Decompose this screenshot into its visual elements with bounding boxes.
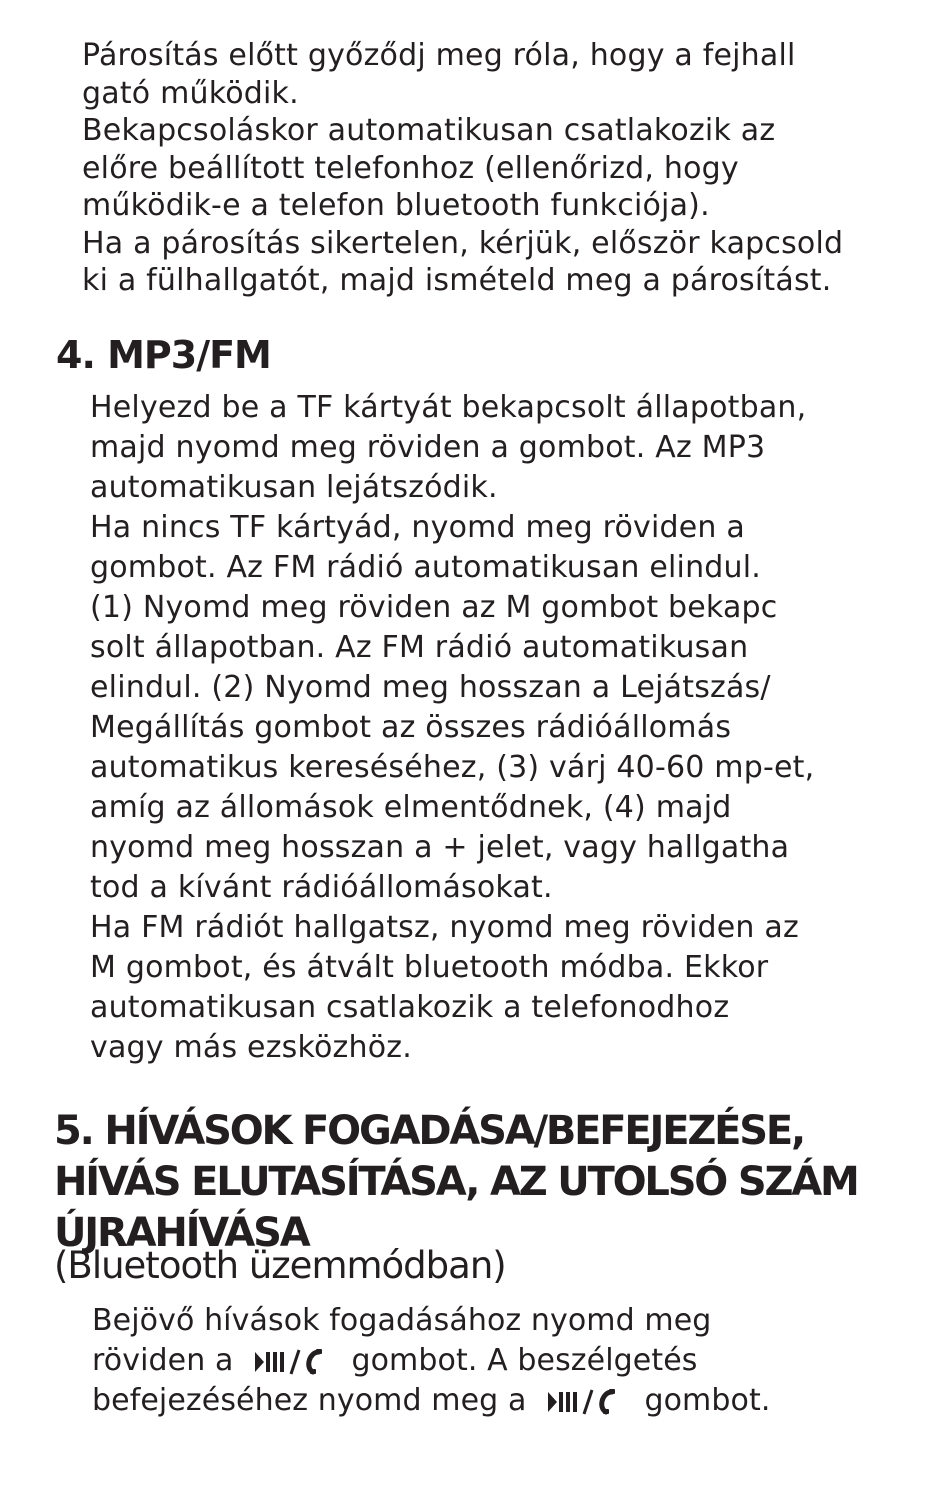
section-5-line-3-end: gombot. <box>644 1383 771 1418</box>
play-pause-call-icon <box>253 1346 333 1378</box>
play-pause-call-icon <box>546 1386 626 1418</box>
section-5-heading: 5. HÍVÁSOK FOGADÁSA/BEFEJEZÉSE, HÍVÁS ELUTASÍTÁSA, AZ UTOLSÓ SZÁM ÚJRAHÍVÁSA <box>54 1108 858 1256</box>
section-5-text <box>92 1301 770 1421</box>
section-4-heading: 4. MP3/FM <box>56 333 271 377</box>
section-4-text: Helyezd be a TF kártyát bekapcsolt állapotban, majd nyomd meg röviden a gombot. Az MP3 automatikusan lejátszódik. Ha nincs TF kártyád, nyomd meg röviden a gombot. Az FM rádió automatikusan elindul. (1) Nyomd meg röviden az M gombot bekapc solt állapotban. Az FM rádió automatikusan elindul. (2) Nyomd meg hosszan a Lejátszás/ Megállítás gombot az összes rádióállomás automatikus kereséséhez, (3) várj 40-60 mp-et, amíg az állomások elmentődnek, (4) majd nyomd meg hosszan a + jelet, vagy hallgatha tod a kívánt rádióállomásokat. Ha FM rádiót hallgatsz, nyomd meg röviden az M gombot, és átvált bluetooth módba. Ekkor automatikusan csatlakozik a telefonodhoz vagy más ezsközhöz. <box>90 390 815 1065</box>
section-5-line-3 <box>92 1381 770 1421</box>
pairing-instructions: Párosítás előtt győződj meg róla, hogy a fejhall gató működik. Bekapcsoláskor automatikusan csatlakozik az előre beállított telefonhoz (ellenőrizd, hogy működik-e a telefon bluetooth funkciója). Ha a párosítás sikertelen, kérjük, először kapcsold ki a fülhallgatót, majd ismételd meg a párosítást. <box>82 38 844 298</box>
section-5-line-3-start: befejezéséhez nyomd meg a <box>92 1383 527 1418</box>
section-5-line-2 <box>92 1341 770 1381</box>
section-5-line-1: Bejövő hívások fogadásához nyomd meg <box>92 1303 712 1338</box>
section-5-line-2-start: röviden a <box>92 1343 234 1378</box>
section-5-subheading: (Bluetooth üzemmódban) <box>54 1244 506 1287</box>
section-5-line-2-end: gombot. A beszélgetés <box>351 1343 698 1378</box>
